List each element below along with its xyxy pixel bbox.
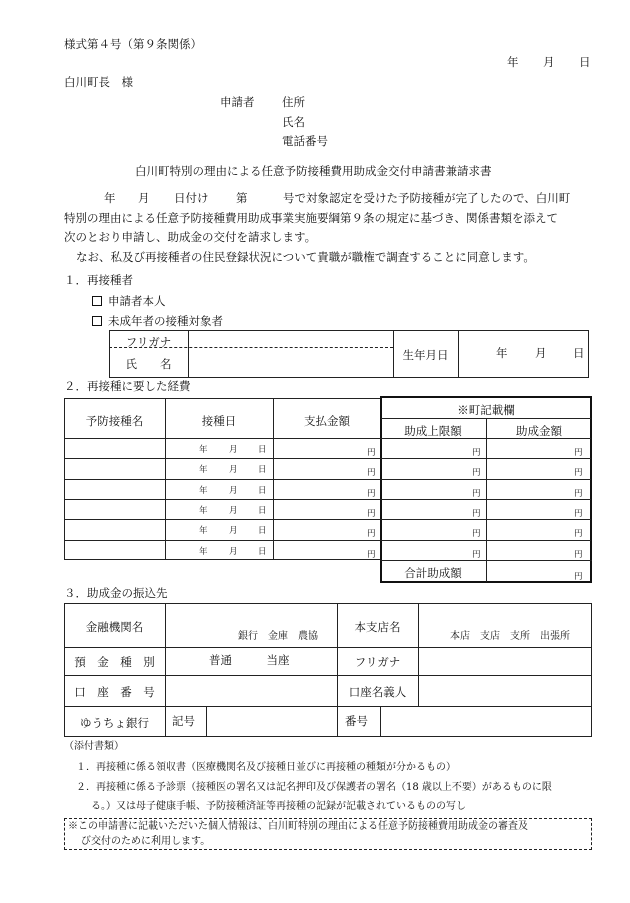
row-divider — [64, 519, 591, 520]
section2-heading: ２．再接種に要した経費 — [64, 379, 191, 393]
branch-type-options: 本店 支店 支所 出張所 — [450, 631, 570, 642]
row-date-day: 日 — [258, 486, 267, 496]
row-date-month: 月 — [229, 526, 238, 536]
attachment-item-2b: る。）又は母子健康手帳、予防接種済証等再接種の記録が記載されているものの写し — [91, 801, 466, 812]
row-limit-yen: 円 — [472, 529, 481, 539]
name-label: 氏 名 — [125, 357, 172, 371]
checkbox-icon[interactable] — [92, 316, 102, 326]
row-date-year: 年 — [199, 547, 208, 557]
row-date-day: 日 — [258, 526, 267, 536]
attachment-item-1: １．再接種に係る領収書（医療機関名及び接種日並びに再接種の種類が分かるもの） — [76, 762, 456, 773]
deposit-type-options: 普通 当座 — [209, 653, 290, 667]
option-minor-target[interactable]: 未成年者の接種対象者 — [92, 315, 223, 329]
col-subsidy-amount: 助成金額 — [516, 424, 562, 438]
section1-heading: １．再接種者 — [64, 273, 133, 287]
row-divider — [64, 458, 591, 459]
yucho-bank-label: ゆうちょ銀行 — [80, 716, 149, 730]
addressee: 白川町長 様 — [64, 75, 133, 89]
applicant-phone-label: 電話番号 — [282, 134, 328, 148]
intro-month: 月 — [138, 191, 150, 205]
row-payment-yen: 円 — [367, 550, 376, 560]
col-vaccine-name: 予防接種名 — [85, 414, 144, 428]
row-date-month: 月 — [229, 445, 238, 455]
row-date-year: 年 — [199, 486, 208, 496]
holder-furigana-label: フリガナ — [354, 655, 401, 669]
col-payment-amount: 支払金額 — [304, 414, 350, 428]
yucho-symbol-label: 記号 — [172, 714, 195, 728]
row-divider — [64, 438, 591, 439]
date-month-label: 月 — [543, 55, 555, 69]
dob-month: 月 — [535, 346, 547, 360]
col-vaccination-date: 接種日 — [201, 414, 237, 428]
row-date-month: 月 — [229, 506, 238, 516]
row-limit-yen: 円 — [472, 509, 481, 519]
row-date-day: 日 — [258, 506, 267, 516]
total-yen: 円 — [574, 572, 583, 582]
row-limit-yen: 円 — [472, 468, 481, 478]
intro-dated: 日付け — [174, 191, 209, 205]
row-date-year: 年 — [199, 445, 208, 455]
row-date-day: 日 — [258, 445, 267, 455]
intro-no: 第 — [236, 191, 248, 205]
row-limit-yen: 円 — [472, 448, 481, 458]
attachment-item-2a: ２．再接種に係る予診票（接種医の署名又は記名押印及び保護者の署名（18 歳以上不要）があるものに限 — [76, 782, 552, 793]
col-subsidy-limit: 助成上限額 — [404, 424, 462, 438]
section3-heading: ３．助成金の振込先 — [64, 586, 168, 600]
row-subsidy-yen: 円 — [574, 468, 583, 478]
date-day-label: 日 — [579, 55, 591, 69]
row-payment-yen: 円 — [367, 509, 376, 519]
row-payment-yen: 円 — [367, 529, 376, 539]
row-subsidy-yen: 円 — [574, 448, 583, 458]
row-subsidy-yen: 円 — [574, 550, 583, 560]
row-date-year: 年 — [199, 526, 208, 536]
row-date-year: 年 — [199, 465, 208, 475]
row-date-month: 月 — [229, 547, 238, 557]
row-payment-yen: 円 — [367, 489, 376, 499]
option-applicant-self[interactable]: 申請者本人 — [92, 295, 166, 309]
row-divider — [64, 540, 591, 541]
bank-name-label: 金融機関名 — [85, 620, 144, 634]
total-subsidy-label: 合計助成額 — [404, 566, 462, 580]
document-title: 白川町特別の理由による任意予防接種費用助成金交付申請書兼請求書 — [135, 164, 492, 178]
date-year-label: 年 — [507, 55, 519, 69]
deposit-type-label: 預 金 種 別 — [74, 655, 155, 669]
privacy-note-line1: ※この申請書に記載いただいた個人情報は、白川町特別の理由による任意予防接種費用助成金の審査及 — [68, 821, 528, 832]
row-divider — [64, 479, 591, 480]
privacy-note-line2: び交付のために利用します。 — [81, 836, 211, 847]
row-payment-yen: 円 — [367, 468, 376, 478]
row-limit-yen: 円 — [472, 489, 481, 499]
dob-day: 日 — [573, 346, 585, 360]
row-date-month: 月 — [229, 465, 238, 475]
attachments-heading: （添付書類） — [64, 741, 124, 752]
row-divider — [64, 499, 591, 500]
intro-year: 年 — [104, 191, 116, 205]
row-date-month: 月 — [229, 486, 238, 496]
checkbox-icon[interactable] — [92, 296, 102, 306]
applicant-label: 申請者 — [220, 95, 255, 109]
applicant-address-label: 住所 — [282, 95, 305, 109]
dob-label: 生年月日 — [402, 348, 449, 362]
row-date-day: 日 — [258, 465, 267, 475]
town-use-label: ※町記載欄 — [457, 403, 515, 417]
row-subsidy-yen: 円 — [574, 529, 583, 539]
yucho-number-label: 番号 — [345, 714, 368, 728]
branch-name-label: 本支店名 — [354, 620, 401, 634]
intro-line4: なお、私及び再接種者の住民登録状況について貴職が職権で調査することに同意します。 — [76, 250, 535, 264]
name-field[interactable] — [189, 348, 392, 377]
intro-line2: 特別の理由による任意予防接種費用助成事業実施要綱第９条の規定に基づき、関係書類を添えて — [64, 211, 559, 225]
bank-type-options: 銀行 金庫 農協 — [238, 631, 318, 642]
intro-line1-rest: 号で対象認定を受けた予防接種が完了したので、白川町 — [283, 191, 571, 205]
furigana-label: フリガナ — [125, 335, 172, 349]
account-number-label: 口 座 番 号 — [74, 685, 155, 699]
row-date-day: 日 — [258, 547, 267, 557]
row-subsidy-yen: 円 — [574, 509, 583, 519]
row-date-year: 年 — [199, 506, 208, 516]
intro-line3: 次のとおり申請し、助成金の交付を請求します。 — [64, 230, 317, 244]
form-number: 様式第４号（第９条関係） — [64, 37, 202, 51]
applicant-name-label: 氏名 — [282, 115, 305, 129]
row-limit-yen: 円 — [472, 550, 481, 560]
row-payment-yen: 円 — [367, 448, 376, 458]
account-holder-label: 口座名義人 — [348, 685, 407, 699]
row-subsidy-yen: 円 — [574, 489, 583, 499]
dob-year: 年 — [496, 346, 508, 360]
